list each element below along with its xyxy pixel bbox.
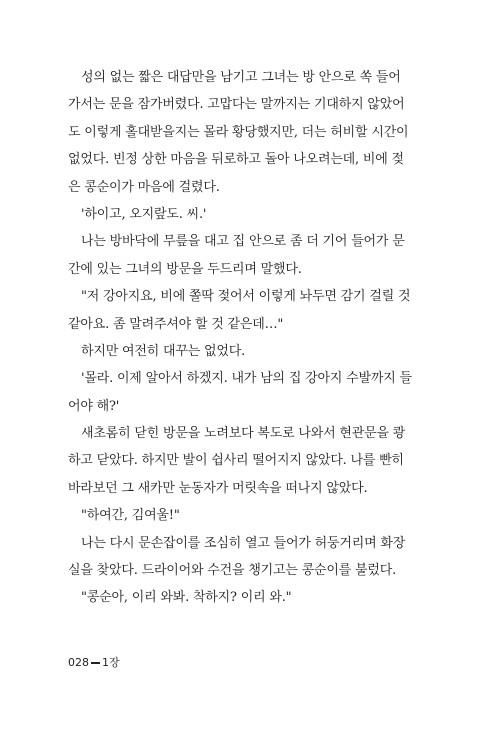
- text-line: 없었다. 빈정 상한 마음을 뒤로하고 돌아 나오려는데, 비에 젖: [68, 152, 404, 168]
- text-line: 성의 없는 짧은 대답만을 남기고 그녀는 방 안으로 쏙 들어: [81, 70, 401, 85]
- text-line: 도 이렇게 홀대받을지는 몰라 황당했지만, 더는 허비할 시간이: [68, 124, 409, 140]
- text-line: 어야 해?': [68, 398, 120, 414]
- chapter-label: 1장: [102, 656, 120, 669]
- text-line: 하지만 여전히 대꾸는 없었다.: [81, 343, 246, 359]
- text-line: 은 콩순이가 마음에 걸렸다.: [68, 179, 220, 195]
- text-line: 바라보던 그 새카만 눈동자가 머릿속을 떠나지 않았다.: [68, 480, 368, 496]
- text-line: 새초롬히 닫힌 방문을 노려보다 복도로 나와서 현관문을 쾅: [81, 426, 406, 442]
- text-line: 하고 닫았다. 하지만 발이 쉽사리 떨어지지 않았다. 나를 빤히: [68, 453, 404, 469]
- text-line: "저 강아지요, 비에 쫄딱 젖어서 이렇게 놔두면 감기 걸릴 것: [81, 289, 411, 305]
- page-number: 028: [68, 656, 89, 669]
- body-text: [68, 64, 436, 612]
- text-line: 가서는 문을 잠가버렸다. 고맙다는 말까지는 기대하지 않았어: [68, 97, 405, 113]
- text-line: 나는 방바닥에 무릎을 대고 집 안으로 좀 더 기어 들어가 문: [81, 234, 405, 250]
- text-line: 간에 있는 그녀의 방문을 두드리며 말했다.: [68, 261, 302, 277]
- folio-separator: [91, 662, 100, 664]
- text-line: 같아요. 좀 말려주셔야 할 것 같은데…": [68, 316, 284, 332]
- text-line: '하이고, 오지랖도. 씨.': [81, 206, 207, 222]
- text-line: "콩순아, 이리 와봐. 착하지? 이리 와.": [81, 590, 292, 606]
- page-footer: [68, 656, 120, 670]
- text-line: 나는 다시 문손잡이를 조심히 열고 들어가 허둥거리며 화장: [81, 535, 406, 551]
- text-line: "하여간, 김여울!": [81, 508, 180, 524]
- text-line: '몰라. 이제 알아서 하겠지. 내가 남의 집 강아지 수발까지 들: [81, 371, 412, 387]
- text-line: 실을 찾았다. 드라이어와 수건을 챙기고는 콩순이를 불렀다.: [68, 563, 397, 579]
